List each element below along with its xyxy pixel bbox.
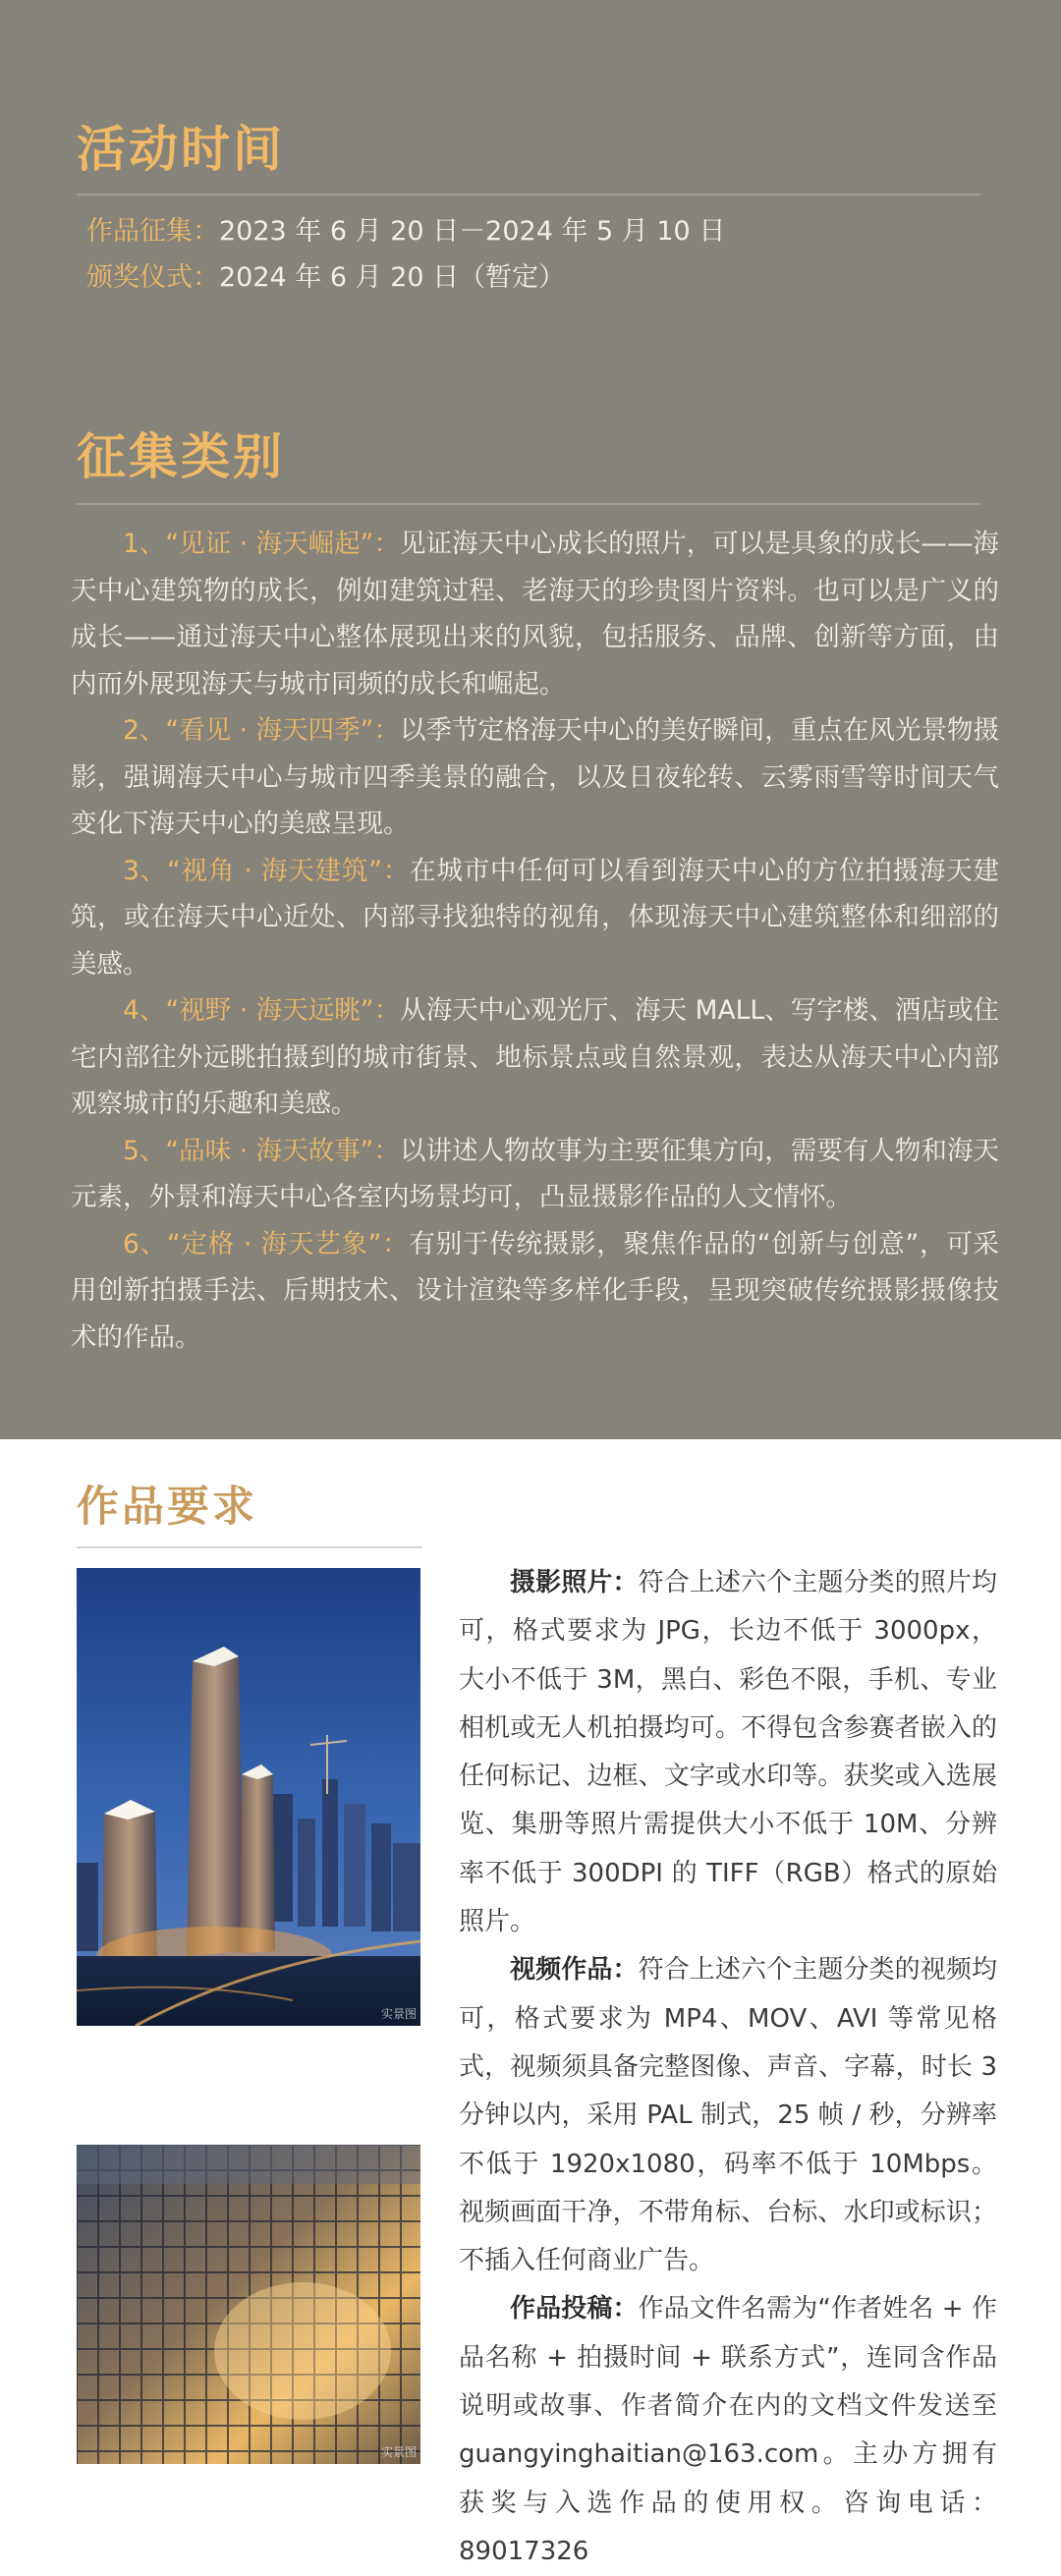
- categories-title: 征集类别: [77, 428, 285, 485]
- category-item: [71, 1128, 999, 1221]
- time-row-ceremony: [86, 258, 565, 298]
- categories-divider: [77, 503, 980, 505]
- category-item: [71, 521, 999, 707]
- category-label: 3、“视角 · 海天建筑”：: [123, 855, 411, 886]
- photo-tag: 实景图: [380, 2445, 417, 2459]
- requirement-text: 符合上述六个主题分类的照片均可，格式要求为 JPG，长边不低于 3000px，大小不低于 3M，黑白、彩色不限，手机、专业相机或无人机拍摄均可。不得包含参赛者嵌入的任何标记、边框、文字或水印等。获奖或入选展览、集册等照片需提供大小不低于 10M、分辨率不低于 300DPI 的 TIFF（RGB）格式的原始照片。: [459, 1568, 997, 1937]
- category-label: 5、“品味 · 海天故事”：: [123, 1135, 400, 1166]
- activity-time-title: 活动时间: [77, 121, 285, 178]
- requirement-text: 符合上述六个主题分类的视频均可，格式要求为 MP4、MOV、AVI 等常见格式，视频须具备完整图像、声音、字幕，时长 3 分钟以内，采用 PAL 制式，25 帧 / 秒，分辨率不低于 1920x1080，码率不低于 10Mbps。视频画面干净，不带角标、台标、水印或标识；不插入任何商业广告。: [459, 1955, 997, 2276]
- requirement-item: [459, 1559, 997, 1946]
- time-label: 作品征集：: [86, 216, 219, 247]
- category-item: [71, 1221, 999, 1362]
- category-text: 有别于传统摄影，聚焦作品的“创新与创意”，可采用创新拍摄手法、后期技术、设计渲染等多样化手段，呈现突破传统摄影摄像技术的作品。: [71, 1228, 999, 1353]
- category-item: [71, 848, 999, 988]
- category-label: 2、“看见 · 海天四季”：: [123, 715, 400, 746]
- time-value: 2023 年 6 月 20 日－2024 年 5 月 10 日: [219, 216, 726, 247]
- time-row-collection: [86, 212, 725, 252]
- requirements-list: [459, 1559, 997, 2576]
- facade-photo: [77, 2145, 420, 2464]
- requirement-label: 作品投稿：: [510, 2294, 639, 2324]
- time-value: 2024 年 6 月 20 日（暂定）: [219, 262, 566, 293]
- time-label: 颁奖仪式：: [86, 262, 219, 293]
- category-text: 以季节定格海天中心的美好瞬间，重点在风光景物摄影，强调海天中心与城市四季美景的融合，以及日夜轮转、云雾雨雪等时间天气变化下海天中心的美感呈现。: [71, 715, 1000, 839]
- requirement-label: 摄影照片：: [510, 1568, 639, 1597]
- category-item: [71, 707, 999, 848]
- categories-list: [71, 521, 999, 1361]
- category-label: 6、“定格 · 海天艺象”：: [123, 1228, 410, 1260]
- category-text: 以讲述人物故事为主要征集方向，需要有人物和海天元素，外景和海天中心各室内场景均可，凸显摄影作品的人文情怀。: [71, 1135, 1000, 1212]
- photo-tag: 实景图: [380, 2007, 417, 2021]
- category-text: 从海天中心观光厅、海天 MALL、写字楼、酒店或住宅内部往外远眺拍摄到的城市街景、地标景点或自然景观，表达从海天中心内部观察城市的乐趣和美感。: [71, 995, 999, 1119]
- requirements-title: 作品要求: [77, 1483, 257, 1532]
- skyline-photo: [77, 1568, 420, 2026]
- category-label: 1、“见证 · 海天崛起”：: [123, 529, 400, 559]
- category-item: [71, 987, 999, 1128]
- requirement-text: 作品文件名需为“作者姓名 + 作品名称 + 拍摄时间 + 联系方式”，连同含作品说明或故事、作者简介在内的文档文件发送至 guangyinghaitian@163.com。主办方拥有获奖与入选作品的使用权。咨询电话：89017326: [459, 2294, 997, 2566]
- category-text: 在城市中任何可以看到海天中心的方位拍摄海天建筑，或在海天中心近处、内部寻找独特的视角，体现海天中心建筑整体和细部的美感。: [71, 855, 1000, 980]
- requirement-item: [459, 2285, 997, 2576]
- requirement-item: [459, 1946, 997, 2285]
- category-text: 见证海天中心成长的照片，可以是具象的成长——海天中心建筑物的成长，例如建筑过程、老海天的珍贵图片资料。也可以是广义的成长——通过海天中心整体展现出来的风貌，包括服务、品牌、创新等方面，由内而外展现海天与城市同频的成长和崛起。: [71, 529, 999, 700]
- category-label: 4、“视野 · 海天远眺”：: [123, 995, 401, 1026]
- requirements-divider: [77, 1546, 422, 1548]
- requirement-label: 视频作品：: [510, 1955, 639, 1986]
- activity-time-divider: [77, 194, 980, 196]
